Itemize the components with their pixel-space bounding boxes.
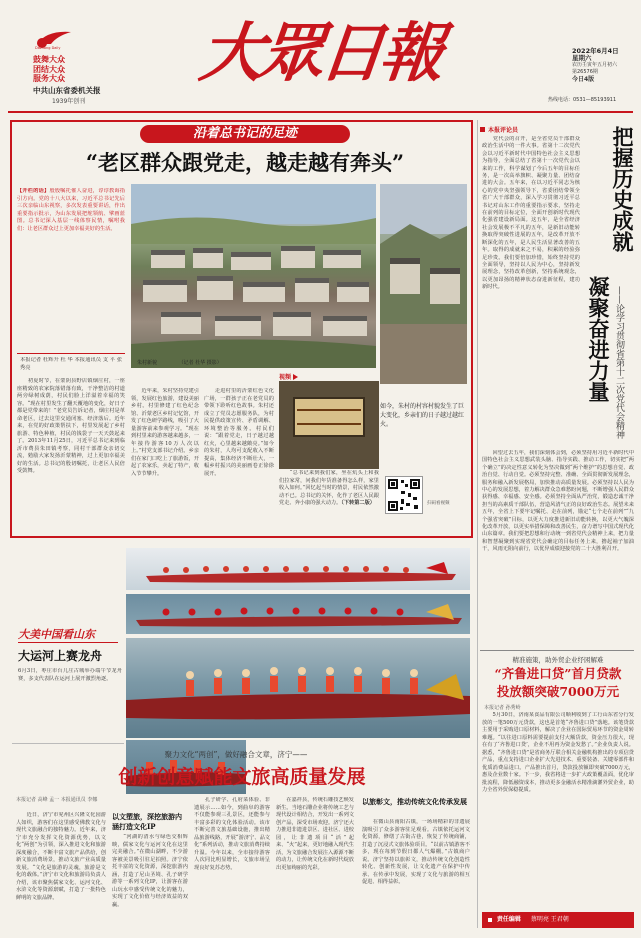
square-bullet-icon xyxy=(480,127,485,132)
hotline: 热线电话：0531—85193911 xyxy=(548,97,617,103)
lead-body-col-2: 近年来，朱村坚持党建引领，发展红色旅游，建设美丽乡村。村里修建了红色纪念馆、沂蒙老区乡村记忆馆，开发了红色研学路线，吸引了大量游客前来参观学习。“现在到村里来的游客越来越多，一年接待游客10万人次以上。”村党支部书记介绍。乡亲们在家门口吃上了旅游饭，开起了农家乐，卖起了特产，收入节节攀升。 xyxy=(131,388,199,477)
issue-lunar: 农历壬寅年五月初六 xyxy=(572,62,618,68)
svg-text:Dazhong Daily: Dazhong Daily xyxy=(35,46,61,50)
issue-info-box xyxy=(572,48,636,83)
loan-body: 5月30日，济南某食品有限公司顺利收到了工行山东省分行发放的一笔500万元贷款，这也是首笔“齐鲁进口贷”落地。该笔贷款主要用于采购进口原材料，解决了企业在国际贸易环节的资金周转难题。“以往进口原料需要提前支付大额货款，资金压力很大，现在有了‘齐鲁进口贷’，企业不用再为资金发愁了。”企业负责人说。据悉，“齐鲁进口贷”是省商务厅联合相关金融机构推出的专项信贷产品，重点支持进口企业扩大先进技术、重要装备、关键零部件和优质消费品进口。产品推出首月，贷款投放额即突破7000万元，惠及企业数十家。下一步，我省将进一步扩大政策覆盖面，优化审批流程，降低融资成本，推动更多金融活水精准滴灌外贸企业，助力全省外贸保稳提质。 xyxy=(482,712,634,793)
culture-body-col-2: “河湖的清水与绿色交相辉映，儒家文化与运河文化在这里完美融合。”在微山湖畔，不少游客被美景吸引驻足拍照。济宁依托丰富的文化资源，深挖旅游内涵，打造了尼山圣境、孔子研学游等一系列文化IP，让游客在游山玩水中感受传统文化的魅力，实现了文化价值与经济效益的双赢。 xyxy=(112,834,188,908)
issue-date: 2022年6月4日 xyxy=(572,47,619,55)
culture-headline: 创新创意赋能文旅高质量发展 xyxy=(118,766,366,788)
masthead xyxy=(0,0,641,118)
video-label: 视频 xyxy=(279,374,292,381)
loan-headline-1: “齐鲁进口贷”首月贷款 xyxy=(494,666,622,681)
column-divider xyxy=(477,120,478,928)
village-aerial-illustration xyxy=(131,184,376,368)
culture-byline-text: 本报记者 高峰 孟一 本报通讯员 李娜 xyxy=(16,797,98,803)
editor-names: 蔡明亮 王君朝 xyxy=(530,916,569,923)
vertical-headline-2: 凝聚奋进力量 xyxy=(586,276,611,402)
qr-caption: 扫码看视频 xyxy=(427,501,450,506)
commentary-body-upper: 党代会的召开，是全省党员干部群众政治生活中的一件大事。省第十二次党代会以习近平新时代中国特色社会主义思想为指导，全面总结了省第十一次党代会以来的工作，科学谋划了今后五年的目标任务，是一次高举旗帜、凝聚力量、团结奋进的大会。五年来，在以习近平同志为核心的党中央坚强领导下，省委团结带领全省广大干部群众，深入学习贯彻习近平总书记对山东工作的重要指示要求，坚持走在前列的目标定位，全面开创新时代现代化强省建设新局面。这五年，是全省经济社会发展极不平凡的五年，是新旧动能转换取得突破性进展的五年，是改革开放不断深化的五年，是人民生活显著改善的五年。取得的成就来之不易，积累的经验弥足珍贵。我们要倍加珍惜，始终坚持党的全面领导，坚持以人民为中心，坚持新发展理念，坚持改革创新，坚持系统观念，以更加昂扬的精神状态奋进新征程，建功新时代。 xyxy=(482,136,580,291)
commentary-vertical-headline xyxy=(584,126,636,456)
commentary-tag xyxy=(480,125,518,134)
footer-editors xyxy=(482,912,634,928)
continued-note: （下转第二版） xyxy=(341,500,375,506)
sign-photo xyxy=(279,381,379,469)
culture-body-col-4: 在嘉祥县，传统石雕技艺焕发新生。当地石雕企业将传统工艺与现代设计相结合，开发出一系列文创产品，深受市场欢迎。济宁还大力推进非遗进景区、进社区、进校园，让非遗项目“活”起来、“火”起来，更好地融入现代生活，为文旅融合发展注入源源不断的动力，让传统文化在新时代绽放出更加绚丽的光彩。 xyxy=(276,797,354,871)
column-title: 沿着总书记的足迹 xyxy=(140,125,350,143)
editor-note-text: 殷殷嘱托催人奋进，谆谆教诲指引方向。党的十八大以来，习近平总书记先后三次亲临山东视察，多次发表重要讲话，作出重要指示批示，为山东发展把舵领航、擘画蓝图。总书记深入基层一线体察民情，嘱咐我们：让老区群众过上更加幸福美好的生活。 xyxy=(17,188,125,232)
lead-photo xyxy=(131,184,376,368)
loan-byline: 本报记者 孙秀岭 xyxy=(484,705,521,711)
slogan: 团结大众 xyxy=(33,64,65,74)
slogans xyxy=(33,55,65,84)
section-label-beauty: 大美中国看山东 xyxy=(18,628,95,641)
dragon-boat-photo-1 xyxy=(126,548,470,590)
side-caption: 如今，朱村的村容村貌发生了巨大变化，乡亲们的日子越过越红火。 xyxy=(380,403,465,428)
square-bullet-icon xyxy=(488,918,492,922)
masthead-founded: 1939年创刊 xyxy=(52,98,86,105)
photo-caption-text: 朱村新貌 xyxy=(137,360,158,366)
divider xyxy=(12,743,124,744)
lead-body-col-3: 走进村里的沂蒙红色文化广场，一群孩子正在老党员的带领下聆听红色故事。朱村还成立了党员志愿服务队，为村民提供政策宣传、矛盾调解、环境整治等服务。村民们说：“跟着党走，日子越过越红火，心里越来越敞亮。”如今的朱村，人均可支配收入不断提高，集体经济不断壮大，一幅乡村振兴的美丽画卷正徐徐展开。 xyxy=(204,388,274,477)
side-photo xyxy=(380,184,467,384)
lead-headline: “老区群众跟党走，越走越有奔头” xyxy=(85,150,405,175)
culture-kicker: 聚力文化“两创”，做好融合文章，济宁—— xyxy=(164,750,308,759)
divider xyxy=(18,642,118,643)
dragon-boat-caption-text: 6月3日，枣庄市台儿庄古城举办端午节龙舟赛，多支代表队在运河上展开激烈角逐。 xyxy=(18,668,122,682)
dragon-boat-caption xyxy=(18,668,122,728)
dragon-boat-photo-2 xyxy=(126,594,470,634)
issue-number: 第26576期 xyxy=(572,69,598,75)
village-street-illustration xyxy=(380,184,467,384)
red-flag-logo-icon xyxy=(33,28,75,50)
play-icon xyxy=(293,374,298,380)
issue-pages: 今日4版 xyxy=(572,76,595,83)
lead-byline xyxy=(20,357,122,377)
lead-body-col-4: “总书记来到我们家，坐在炕头上和我们拉家常，问我们年货准备得怎么样，家里收入如何。”回忆起当时的情景，村民依然激动不已。总书记的关怀，化作了老区人民跟党走、奔小康的强大动力。（下转第二版） xyxy=(279,470,379,506)
vertical-subhead: ——论学习贯彻省第十二次党代会精神 xyxy=(614,286,624,439)
culture-subhead-1: 以文塑旅，深挖旅游内涵打造文化IP xyxy=(112,812,182,831)
divider xyxy=(480,650,634,651)
culture-body-col-3: 孔子研学、孔府菜体验、非遗展示……如今，到曲阜的游客不仅能参观三孔景区，还能参与丰富多彩的文化体验活动。该市不断完善文旅基础设施，推出精品旅游线路，开展“游济宁、品文化”系列活动，推动文旅消费持续升温。今年以来，全市接待游客人次同比明显增长，文旅市场呈现良好复苏态势。 xyxy=(194,797,270,871)
photo-caption xyxy=(137,359,222,366)
slogan: 服务大众 xyxy=(33,74,65,83)
commentary-body-lower: 回望过去五年，我们深刻体会到，必须坚持用习近平新时代中国特色社会主义思想武装头脑、指导实践、推动工作，切实把“两个确立”的决定性意义转化为坚决做到“两个维护”的思想自觉、政治自觉、行动自觉。必须坚持完整、准确、全面贯彻新发展理念，服务和融入新发展格局，加快推动高质量发展。必须坚持以人民为中心的发展思想，着力解决群众急难愁盼问题，不断增强人民群众获得感、幸福感、安全感。必须坚持全面从严治党，锻造忠诚干净担当的高素质干部队伍，营造风清气正的良好政治生态。展望未来五年，全省上下要牢记嘱托、走在前列，锚定“七个走在前列”“九个强省突破”目标，以更大力度推进新旧动能转换，以更大气魄深化改革开放，以更实举措保障和改善民生，奋力谱写中国式现代化山东篇章。我们要把思想和行动统一到省党代会精神上来，把力量和智慧凝聚到实现省党代会确定的目标任务上来，撸起袖子加油干，风雨无阻向前行，以优异成绩迎接党的二十大胜利召开。 xyxy=(482,450,634,553)
editor-note-label: 【开栏的话】 xyxy=(17,188,50,194)
commentary-tag-text: 本报评论员 xyxy=(488,127,519,134)
lead-body-col-1: 初夏时节，在蒙阴县野店镇烟庄村，一座座精致的农家院落错落有致，干净整洁的村道两旁绿树成荫，村民们脸上洋溢着幸福的笑容。“现在村里发生了翻天覆地的变化，好日子都是党带来的！”老党员告诉记者，烟庄村是革命老区，过去这里交通闭塞、经济落后。近年来，在党的好政策帮扶下，村里发展起了乡村旅游、特色种植，村民的钱袋子一天天鼓起来了。2013年11月25日，习近平总书记来到临沂市费县朱田镇考察，同村干部群众亲切交流，勉励大家发扬沂蒙精神，过上更加幸福美好的生活。总书记的殷切嘱托，让老区人民倍受鼓舞。 xyxy=(17,378,125,474)
dragon-boat-photo-3 xyxy=(126,638,470,738)
slogan: 鼓舞大众 xyxy=(33,55,65,64)
qr-code[interactable] xyxy=(385,476,423,514)
issue-weekday: 星期六 xyxy=(572,54,592,62)
loan-kicker: 精准施策，助外贸企业纾困解难 xyxy=(512,656,604,664)
vertical-headline-1: 把握历史成就 xyxy=(610,126,635,252)
editor-note xyxy=(17,188,125,348)
byline-text: 本报记者 杜辉升 杜 华 本报通讯员 支 平 张秀亮 xyxy=(20,357,122,371)
culture-body-col-5: 在微山县南阳古镇，一场场精彩的非遗展演吸引了众多游客驻足观看。古镇依托运河文化资源，修缮了古街古巷，恢复了传统商铺，打造了沉浸式文旅体验项目。“以前古镇游客不多，现在每到节假日都人气爆棚。”古镇商户说。济宁坚持以旅彰文，推动传统文化创造性转化、创新性发展，让文化遗产在保护中传承、在传承中发展，实现了文化与旅游的相互促进、相得益彰。 xyxy=(362,819,470,885)
video-tag[interactable] xyxy=(279,372,298,381)
masthead-rule xyxy=(8,111,633,113)
dragon-boat-headline: 大运河上赛龙舟 xyxy=(18,649,103,663)
paper-title: 大眾日報 xyxy=(196,16,444,91)
culture-subhead-2: 以旅彰文，推动传统文化传承发展 xyxy=(362,797,467,806)
masthead-org: 中共山东省委机关报 xyxy=(33,86,101,95)
divider xyxy=(17,353,125,354)
culture-byline xyxy=(16,797,106,804)
photo-credit: （记者 杜华 摄影） xyxy=(178,360,222,366)
culture-body-col-1: 近日，济宁市兖州区兴隆文化园游人如织，游客们在这里感受佛教文化与现代文旅融合的独特魅力。近年来，济宁市充分发挥文化资源优势，以文化“两创”为引领，深入推进文化和旅游深度融合，不断丰富文旅产品供给，创新文旅消费场景，推动文旅产业高质量发展。“文化是旅游的灵魂，旅游是文化的载体。”济宁市文化和旅游局负责人介绍，该市聚焦儒家文化、运河文化、水浒文化等资源禀赋，打造了一批特色鲜明的文旅品牌。 xyxy=(16,812,106,901)
editor-label: 责任编辑 xyxy=(496,916,521,923)
loan-headline-2: 投放额突破7000万元 xyxy=(496,684,620,699)
